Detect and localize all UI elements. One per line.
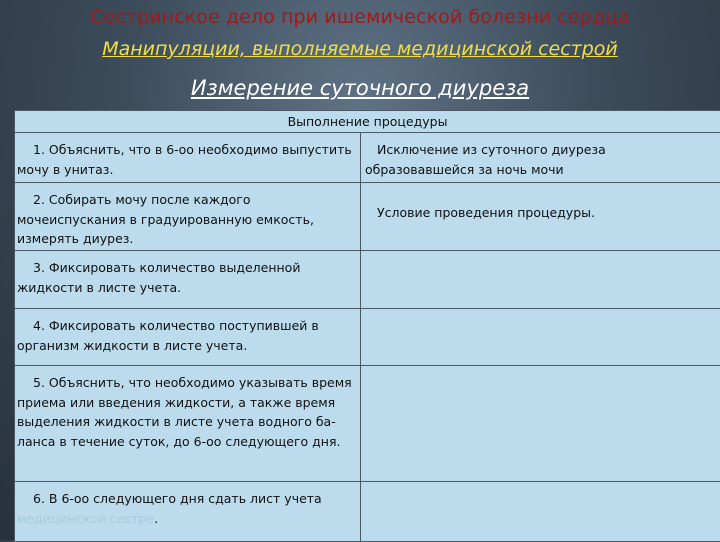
step-text bbox=[17, 482, 358, 528]
step-cell bbox=[15, 133, 361, 183]
note-text bbox=[365, 309, 718, 316]
table-row bbox=[15, 366, 720, 482]
step-cell bbox=[15, 482, 361, 542]
step-text: 3. Фиксировать количество выделенной жидкости в листе учета. bbox=[17, 251, 358, 297]
note-cell bbox=[361, 133, 720, 183]
note-text bbox=[365, 482, 718, 489]
note-cell bbox=[361, 366, 720, 482]
step-text-prefix: 6. В 6-оо следующего дня сдать лист учета bbox=[33, 491, 322, 506]
table-row bbox=[15, 309, 720, 366]
note-cell bbox=[361, 251, 720, 309]
step-cell bbox=[15, 366, 361, 482]
table-row bbox=[15, 183, 720, 251]
step-cell bbox=[15, 251, 361, 309]
table-header-row bbox=[15, 111, 720, 133]
slide-subtitle: Манипуляции, выполняемые медицинской сестрой bbox=[0, 38, 720, 60]
slide-title: Сестринское дело при ишемической болезни сердца bbox=[0, 6, 720, 28]
section-heading: Измерение суточного диуреза bbox=[0, 76, 720, 100]
note-text bbox=[365, 366, 718, 373]
note-text: Исключение из суточного диуреза образовавшейся за ночь мочи bbox=[365, 133, 718, 179]
table-row bbox=[15, 251, 720, 309]
step-text-suffix: . bbox=[154, 511, 158, 526]
step-text: 5. Объяснить, что необходимо указывать время приема или введения жидкости, а также время выделения жидкости в листе учета водного ба-ланса в течение суток, до 6-оо следующего дня. bbox=[17, 366, 358, 451]
step-text: 4. Фиксировать количество поступившей в организм жидкости в листе учета. bbox=[17, 309, 358, 355]
step-cell bbox=[15, 183, 361, 251]
note-cell bbox=[361, 309, 720, 366]
note-text: Условие проведения процедуры. bbox=[365, 183, 718, 223]
step-text-link: медицинской сестре bbox=[17, 511, 154, 526]
table-header: Выполнение процедуры bbox=[15, 111, 720, 133]
note-text bbox=[365, 251, 718, 258]
note-cell bbox=[361, 183, 720, 251]
procedure-table bbox=[14, 110, 720, 542]
step-cell bbox=[15, 309, 361, 366]
table-row bbox=[15, 133, 720, 183]
step-text: 1. Объяснить, что в 6-оо необходимо выпустить мочу в унитаз. bbox=[17, 133, 358, 179]
step-text: 2. Собирать мочу после каждого мочеиспускания в градуированную емкость, измерять диурез. bbox=[17, 183, 358, 249]
table-row bbox=[15, 482, 720, 542]
note-cell bbox=[361, 482, 720, 542]
